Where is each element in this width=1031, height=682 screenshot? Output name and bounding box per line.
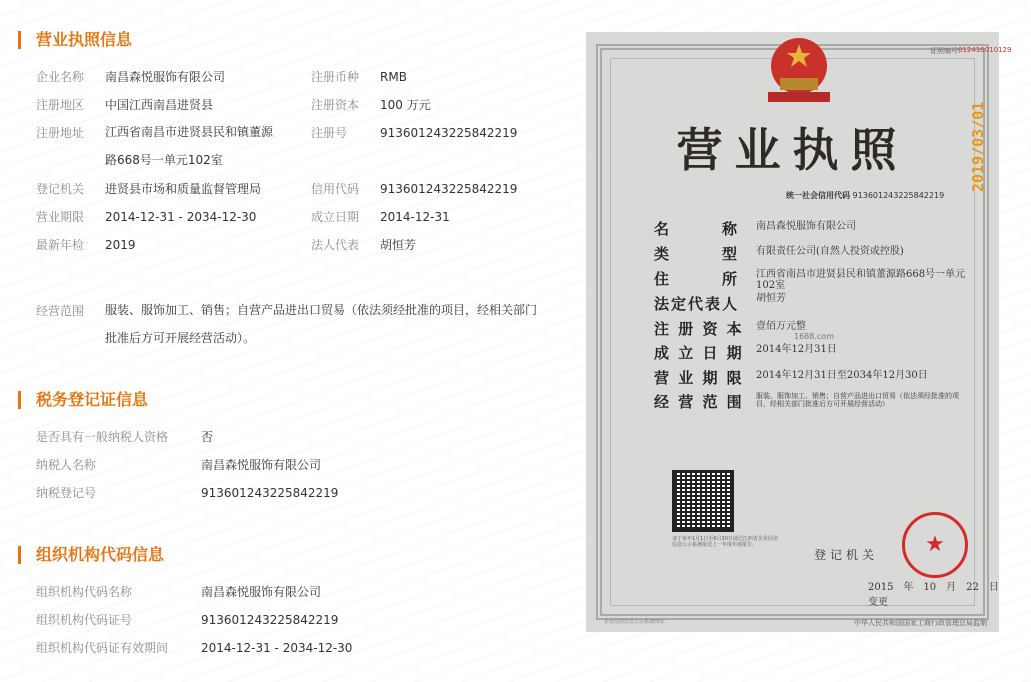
cert-credit-code (786, 190, 944, 201)
cert-field-key: 营 业 期 限 (654, 369, 744, 387)
inspection-label: 最新年检 (36, 238, 85, 252)
cert-field-value: 江西省南昌市进贤县民和镇董源路668号一单元102室 (756, 269, 966, 291)
cert-field-key: 类 型 (654, 245, 740, 263)
registration-authority: 登记机关 (814, 548, 879, 562)
inspection-value: 2019 (105, 238, 136, 252)
org-code-value: 913601243225842219 (201, 613, 339, 627)
tax-registration-title: 税务登记证信息 (18, 391, 148, 409)
term-label: 营业期限 (36, 210, 85, 224)
cert-footer: 中华人民共和国国家工商行政管理总局监制 (854, 619, 987, 627)
taxpayer-name-label: 纳税人名称 (36, 458, 97, 472)
org-code-label: 组织机构代码证号 (36, 613, 133, 627)
cert-field-value: 2014年12月31日至2034年12月30日 (756, 370, 928, 381)
org-validity-label: 组织机构代码证有效期间 (36, 641, 169, 655)
cert-code-label: 统一社会信用代码 (786, 191, 850, 200)
authority-label: 登记机关 (36, 182, 85, 196)
cert-field-value: 有限责任公司(自然人投资或控股) (756, 246, 904, 257)
registration-date-suffix: 变更 (868, 597, 888, 608)
cert-serial: 012410010129 (958, 46, 1012, 54)
address-value: 江西省南昌市进贤县民和镇董源路668号一单元102室 (105, 125, 274, 167)
cert-field-key: 注 册 资 本 (654, 320, 744, 338)
credit-code-label: 信用代码 (311, 182, 360, 196)
official-seal-icon: ★ (902, 512, 968, 578)
tax-no-label: 纳税登记号 (36, 486, 97, 500)
scope-value: 服装、服饰加工、销售；自营产品进出口贸易（依法须经批准的项目，经相关部门批准后方可开展经营活动）。 (105, 303, 538, 345)
taxpayer-name-value: 南昌森悦服饰有限公司 (201, 458, 322, 472)
region-value: 中国江西南昌进贤县 (105, 98, 214, 112)
established-label: 成立日期 (311, 210, 360, 224)
reg-no-value: 913601243225842219 (380, 126, 518, 140)
photo-date-stamp: 2019/03/01 (969, 101, 987, 192)
business-license-title: 营业执照信息 (18, 31, 132, 49)
org-name-label: 组织机构代码名称 (36, 585, 133, 599)
address-label: 注册地址 (36, 126, 85, 140)
legal-rep-value: 胡恒芳 (380, 238, 417, 252)
tax-no-value: 913601243225842219 (201, 486, 339, 500)
tax-general-value: 否 (201, 430, 214, 444)
authority-value: 进贤县市场和质量监督管理局 (105, 182, 262, 196)
license-image[interactable] (586, 32, 1012, 632)
currency-label: 注册币种 (311, 70, 360, 84)
org-name-value: 南昌森悦服饰有限公司 (201, 585, 322, 599)
capital-label: 注册资本 (311, 98, 360, 112)
registration-date-text: 2015 年 10 月 22 日 (868, 582, 999, 593)
cert-field-key: 成 立 日 期 (654, 344, 744, 362)
scope-label: 经营范围 (36, 304, 85, 318)
org-code-title: 组织机构代码信息 (18, 546, 164, 564)
cert-field-key: 法定代表人 (654, 295, 740, 313)
established-value: 2014-12-31 (380, 210, 450, 224)
cert-field-value: 壹佰万元整 (756, 321, 806, 332)
currency-value: RMB (380, 70, 407, 84)
national-emblem-icon (762, 34, 836, 104)
legal-rep-label: 法人代表 (311, 238, 360, 252)
cert-field-key: 经 营 范 围 (654, 393, 744, 411)
company-name-value: 南昌森悦服饰有限公司 (105, 70, 226, 84)
qr-code-icon (672, 470, 734, 532)
term-value: 2014-12-31 - 2034-12-30 (105, 210, 257, 224)
cert-field-value: 胡恒芳 (756, 293, 786, 304)
cert-serial-label: 证照编号： (930, 47, 965, 55)
cert-code-value: 913601243225842219 (852, 191, 945, 200)
cert-field-key: 名 称 (654, 220, 740, 238)
cert-field-value: 服装、服饰加工、销售；自营产品进出口贸易（依法须经批准的项目，经相关部门批准后方可开展经营活动） (756, 392, 959, 408)
watermark: 1688.com (794, 332, 834, 341)
credit-code-value: 913601243225842219 (380, 182, 518, 196)
cert-heading: 营业执照 (676, 123, 909, 177)
qr-note: 请于每年1月1日至6月30日通过江西省企业信用信息公示系统报送上一年度年度报告。 (672, 536, 778, 548)
region-label: 注册地区 (36, 98, 85, 112)
cert-field-value: 2014年12月31日 (756, 344, 837, 355)
registration-date (868, 578, 999, 608)
capital-value: 100 万元 (380, 98, 431, 112)
reg-no-label: 注册号 (311, 126, 348, 140)
tax-general-label: 是否具有一般纳税人资格 (36, 430, 169, 444)
cert-field-key: 住 所 (654, 270, 740, 288)
org-validity-value: 2014-12-31 - 2034-12-30 (201, 641, 353, 655)
cert-footer-left: 企业信用信息公示系统网址： (604, 619, 670, 625)
company-name-label: 企业名称 (36, 70, 85, 84)
cert-field-value: 南昌森悦服饰有限公司 (756, 221, 856, 232)
